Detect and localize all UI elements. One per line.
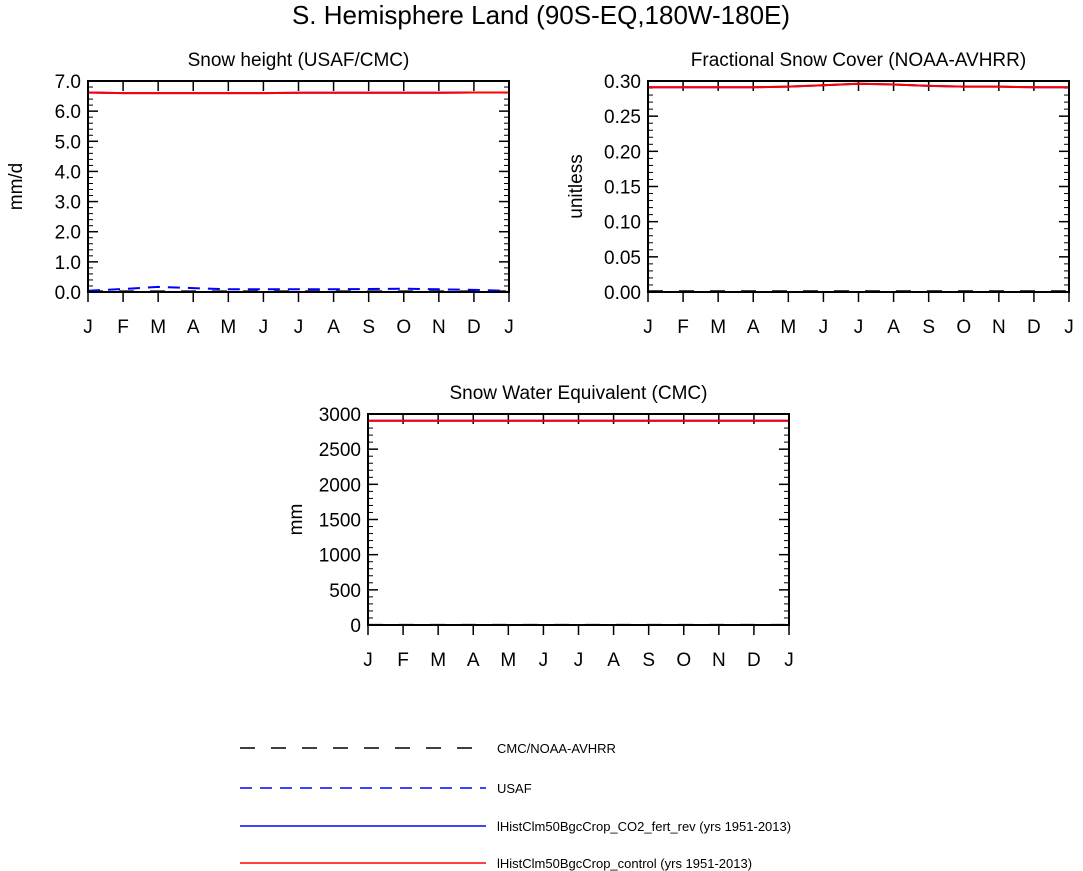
y-tick-label: 0 [350,616,361,637]
legend-item [240,819,791,834]
y-tick-label: 1.0 [54,252,81,274]
legend-item [240,781,532,796]
y-tick-label: 1000 [318,545,361,567]
figure-title: S. Hemisphere Land (90S-EQ,180W-180E) [291,0,791,30]
x-tick-label: J [293,317,304,338]
plot-frame [368,414,789,625]
x-tick-label: A [186,317,200,338]
x-tick-label: F [677,317,689,338]
chart-title: Snow height (USAF/CMC) [187,50,410,71]
x-tick-label: M [710,317,727,338]
x-tick-label: J [258,317,269,338]
y-tick-label: 0.30 [604,72,641,93]
x-tick-label: O [396,317,412,338]
x-tick-label: F [117,317,129,338]
series-line-2 [88,287,509,291]
x-tick-label: A [466,650,480,671]
y-tick-label: 5.0 [54,132,81,154]
y-tick-label: 0.25 [604,107,641,129]
chart-snow-water-equivalent [286,383,794,671]
y-tick-label: 6.0 [54,102,81,124]
x-tick-label: M [780,317,797,338]
x-tick-label: M [150,317,167,338]
x-tick-label: M [430,650,447,671]
x-tick-label: N [431,317,446,338]
y-axis-label: unitless [566,154,587,219]
y-tick-label: 0.05 [604,247,641,269]
x-tick-label: N [991,317,1006,338]
legend-label: USAF [497,781,532,796]
y-tick-label: 3.0 [54,192,81,214]
y-tick-label: 2000 [318,475,361,497]
legend-item [240,856,752,871]
x-tick-label: J [784,650,794,671]
x-tick-label: J [853,317,864,338]
x-tick-label: M [500,650,517,671]
x-tick-label: J [504,317,514,338]
x-tick-label: S [642,650,656,671]
y-tick-label: 0.15 [604,177,641,199]
x-tick-label: A [607,650,620,671]
y-tick-label: 0.10 [604,212,641,234]
plot-frame [88,81,509,292]
x-tick-label: D [467,317,481,338]
x-tick-label: N [711,650,726,671]
y-tick-label: 0.0 [54,283,81,304]
x-tick-label: O [956,317,972,338]
x-tick-label: A [746,317,760,338]
x-tick-label: A [327,317,340,338]
legend-item [240,741,616,756]
x-tick-label: J [818,317,829,338]
y-tick-label: 2.0 [54,222,81,244]
y-tick-label: 1500 [318,510,361,532]
legend [240,741,791,871]
y-tick-label: 500 [329,580,361,602]
y-tick-label: 7.0 [54,72,81,93]
x-tick-label: D [747,650,761,671]
x-tick-label: J [363,650,373,671]
chart-frac-snow-cover [566,50,1074,338]
x-tick-label: O [676,650,692,671]
x-tick-label: D [1027,317,1041,338]
y-tick-label: 0.00 [604,283,641,304]
y-tick-label: 2500 [318,440,361,462]
legend-label: CMC/NOAA-AVHRR [497,741,616,756]
y-axis-label: mm/d [6,162,27,211]
x-tick-label: J [643,317,653,338]
x-tick-label: S [922,317,936,338]
x-tick-label: M [220,317,237,338]
chart-title: Fractional Snow Cover (NOAA-AVHRR) [690,50,1027,71]
legend-label: lHistClm50BgcCrop_control (yrs 1951-2013) [497,856,753,871]
chart-snow-height [6,50,514,338]
chart-title: Snow Water Equivalent (CMC) [449,383,708,404]
x-tick-label: J [1064,317,1074,338]
chart-panels [6,50,1074,671]
series-line-4 [88,93,509,94]
x-tick-label: S [362,317,376,338]
x-tick-label: J [83,317,93,338]
x-tick-label: J [573,650,584,671]
x-tick-label: F [397,650,409,671]
legend-label: lHistClm50BgcCrop_CO2_fert_rev (yrs 1951-2013) [497,819,792,834]
x-tick-label: J [538,650,549,671]
y-tick-label: 0.20 [604,142,641,164]
plot-frame [648,81,1069,292]
y-tick-label: 3000 [318,405,361,426]
y-tick-label: 4.0 [54,162,81,184]
y-axis-label: mm [286,503,307,536]
x-tick-label: A [887,317,900,338]
